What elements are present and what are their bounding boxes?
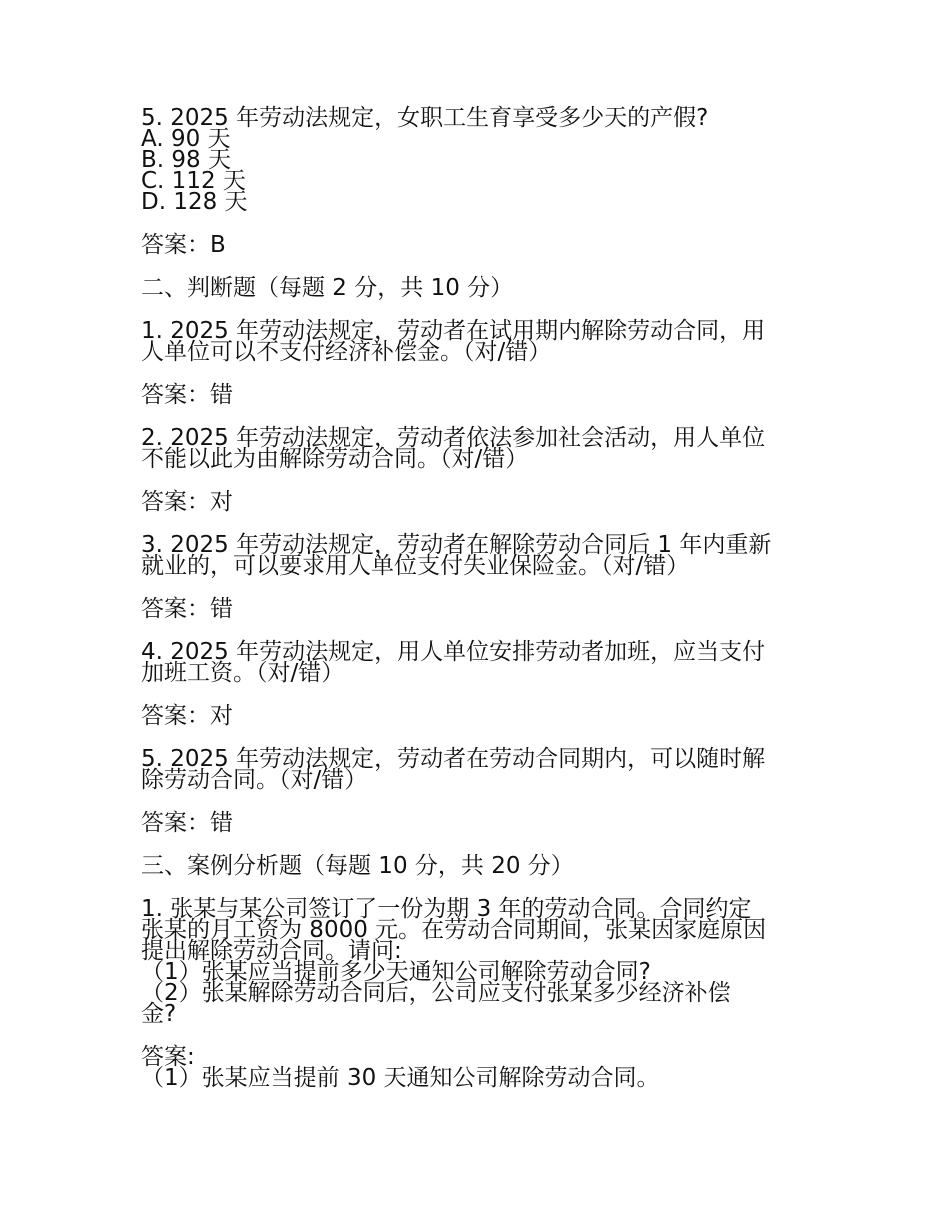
- question-text: 就业的，可以要求用人单位支付失业保险金。（对/错）: [141, 553, 690, 579]
- judgment-item-5: [141, 746, 811, 793]
- answer-text: 答案：对: [141, 703, 233, 729]
- case-answer-1: [141, 1044, 811, 1091]
- judgment-item-3: [141, 532, 811, 579]
- question-text: 除劳动合同。（对/错）: [141, 767, 368, 793]
- question-text: 2. 2025 年劳动法规定，劳动者依法参加社会活动，用人单位: [141, 425, 766, 451]
- answer-text: 答案：B: [141, 232, 226, 258]
- answer-text: 答案：对: [141, 489, 233, 515]
- case-text: 张某的月工资为 8000 元。在劳动合同期间，张某因家庭原因: [141, 917, 767, 943]
- question-5: [141, 105, 811, 215]
- judgment-item-2: [141, 425, 811, 472]
- section-heading: 二、判断题（每题 2 分，共 10 分）: [141, 275, 514, 301]
- judgment-item-1: [141, 318, 811, 365]
- question-text: 1. 2025 年劳动法规定，劳动者在试用期内解除劳动合同，用: [141, 318, 766, 344]
- case-text: （1）张某应当提前多少天通知公司解除劳动合同?: [141, 959, 651, 985]
- case-text: 金?: [141, 1001, 177, 1027]
- case-text: 1. 张某与某公司签订了一份为期 3 年的劳动合同。合同约定: [141, 896, 752, 922]
- option-d: D. 128 天: [141, 189, 248, 215]
- answer-text: 答案：错: [141, 810, 233, 836]
- question-text: 5. 2025 年劳动法规定，女职工生育享受多少天的产假?: [141, 105, 709, 131]
- answer-text: 答案：错: [141, 382, 233, 408]
- answer-label: 答案:: [141, 1044, 195, 1070]
- judgment-item-4: [141, 639, 811, 686]
- question-text: 5. 2025 年劳动法规定，劳动者在劳动合同期内，可以随时解: [141, 746, 766, 772]
- answer-text: （1）张某应当提前 30 天通知公司解除劳动合同。: [141, 1065, 660, 1091]
- question-text: 3. 2025 年劳动法规定，劳动者在解除劳动合同后 1 年内重新: [141, 532, 772, 558]
- question-text: 不能以此为由解除劳动合同。（对/错）: [141, 446, 529, 472]
- section-heading: 三、案例分析题（每题 10 分，共 20 分）: [141, 853, 574, 879]
- question-text: 加班工资。（对/错）: [141, 660, 345, 686]
- option-c: C. 112 天: [141, 168, 246, 194]
- case-item-1: [141, 896, 811, 1027]
- document-page: [141, 105, 811, 1091]
- case-text: 提出解除劳动合同。请问:: [141, 938, 402, 964]
- question-text: 人单位可以不支付经济补偿金。（对/错）: [141, 339, 552, 365]
- option-b: B. 98 天: [141, 147, 231, 173]
- question-text: 4. 2025 年劳动法规定，用人单位安排劳动者加班，应当支付: [141, 639, 766, 665]
- answer-text: 答案：错: [141, 596, 233, 622]
- option-a: A. 90 天: [141, 126, 231, 152]
- case-text: （2）张某解除劳动合同后，公司应支付张某多少经济补偿: [141, 980, 731, 1006]
